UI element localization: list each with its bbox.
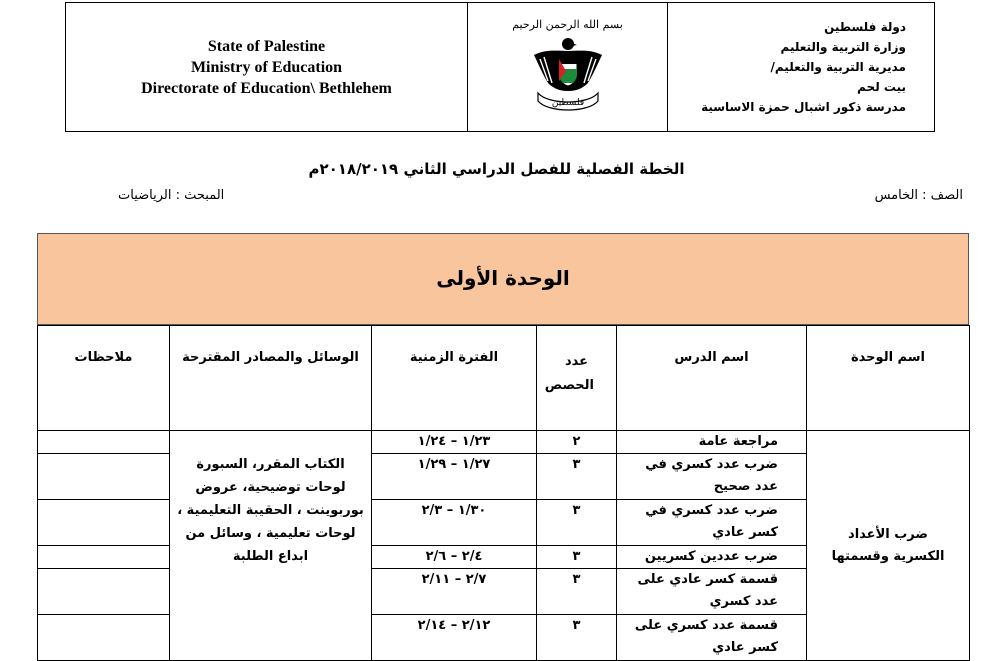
header-periods: عدد الحصص xyxy=(537,326,617,431)
semester-plan-table xyxy=(37,325,970,661)
table-row xyxy=(38,431,970,454)
letterhead-english xyxy=(66,3,468,132)
header-unit: اسم الوحدة xyxy=(807,326,970,431)
periods-cell: ٢ xyxy=(537,431,617,454)
unit-name-cell: ضرب الأعداد الكسرية وقسمتها xyxy=(807,431,970,661)
timeframe-cell: ٢/٧ – ٢/١١ xyxy=(372,569,537,615)
timeframe-cell: ٢/١٢ – ٢/١٤ xyxy=(372,615,537,661)
periods-cell: ٣ xyxy=(537,615,617,661)
periods-cell: ٣ xyxy=(537,546,617,569)
lesson-cell: ضرب عدد كسري في كسر عادي xyxy=(617,500,807,546)
page-title: الخطة الفصلية للفصل الدراسي الثاني ٢٠١٨/٢٠١٩م xyxy=(308,160,685,178)
unit-banner: الوحدة الأولى xyxy=(37,233,969,325)
english-line: Ministry of Education xyxy=(190,58,343,76)
lesson-cell: ضرب عددين كسريين xyxy=(617,546,807,569)
timeframe-cell: ١/٣٠ – ٢/٣ xyxy=(372,500,537,546)
lesson-cell: قسمة عدد كسري على كسر عادي xyxy=(617,615,807,661)
timeframe-cell: ١/٢٧ – ١/٢٩ xyxy=(372,454,537,500)
lesson-cell: ضرب عدد كسري في عدد صحيح xyxy=(617,454,807,500)
arabic-line: وزارة التربية والتعليم xyxy=(780,40,906,54)
class-label: الصف : الخامس xyxy=(874,188,963,203)
lesson-cell: مراجعة عامة xyxy=(617,431,807,454)
palestine-eagle-emblem-icon xyxy=(468,33,667,119)
notes-cell xyxy=(38,454,170,500)
letterhead-arabic xyxy=(668,3,935,132)
periods-cell: ٣ xyxy=(537,454,617,500)
arabic-line: دولة فلسطين xyxy=(824,20,906,34)
notes-cell xyxy=(38,431,170,454)
notes-cell xyxy=(38,500,170,546)
basmala: بسم الله الرحمن الرحيم xyxy=(512,17,623,31)
table-header-row xyxy=(38,326,970,431)
emblem-scroll-text: فلسطين xyxy=(551,97,584,108)
arabic-line: مديرية التربية والتعليم/ xyxy=(770,60,906,74)
header-lesson: اسم الدرس xyxy=(617,326,807,431)
timeframe-cell: ١/٢٣ – ١/٢٤ xyxy=(372,431,537,454)
notes-cell xyxy=(38,546,170,569)
subject-label: المبحث : الرياضيات xyxy=(118,188,225,203)
letterhead-logo xyxy=(468,3,668,132)
periods-cell: ٣ xyxy=(537,500,617,546)
arabic-line: بيت لحم xyxy=(857,80,906,94)
notes-cell xyxy=(38,615,170,661)
arabic-line: مدرسة ذكور اشبال حمزة الاساسية xyxy=(701,100,906,114)
english-line: State of Palestine xyxy=(207,37,326,55)
timeframe-cell: ٢/٤ – ٢/٦ xyxy=(372,546,537,569)
header-resources: الوسائل والمصادر المقترحة xyxy=(170,326,372,431)
lesson-cell: قسمة كسر عادي على عدد كسري xyxy=(617,569,807,615)
resources-cell: الكتاب المقرر، السبورة لوحات توضيحية، عروض بوربوينت ، الحقيبة التعليمية ، لوحات تعليمية ، وسائل من ابداع الطلبة xyxy=(170,431,372,661)
letterhead xyxy=(65,2,935,132)
english-line: Directorate of Education\ Bethlehem xyxy=(141,79,392,97)
header-notes: ملاحظات xyxy=(38,326,170,431)
notes-cell xyxy=(38,569,170,615)
periods-cell: ٣ xyxy=(537,569,617,615)
header-timeframe: الفترة الزمنية xyxy=(372,326,537,431)
